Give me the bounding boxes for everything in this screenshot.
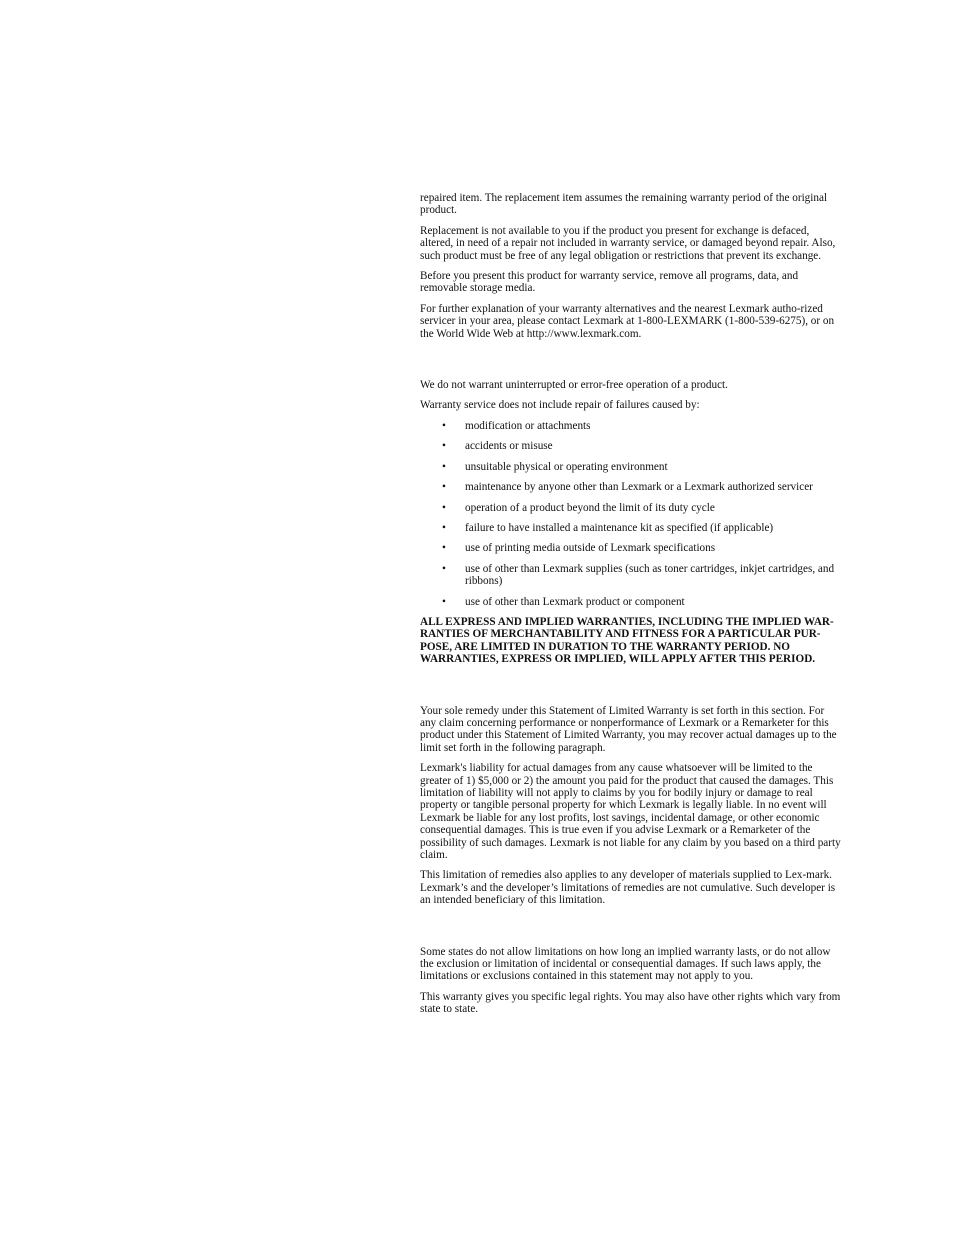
bullet-icon: •	[442, 521, 446, 534]
list-item	[420, 522, 842, 534]
paragraph: Your sole remedy under this Statement of Limited Warranty is set forth in this section. For any claim concerning performance or nonperformance of Lexmark or a Remarketer for this product under this Statement of Limited Warranty, you may recover actual damages up to the limit set forth in the following paragraph.	[420, 704, 837, 754]
bullet-icon: •	[442, 595, 446, 608]
list-item	[420, 420, 842, 432]
coverage-section	[420, 379, 842, 666]
paragraph: This warranty gives you specific legal rights. You may also have other rights which vary from state to state.	[420, 990, 841, 1016]
list-item-text: unsuitable physical or operating environment	[465, 460, 668, 473]
list-item-text: maintenance by anyone other than Lexmark or a Lexmark authorized servicer	[465, 481, 813, 494]
section-spacer	[420, 674, 842, 705]
warranty-disclaimer: ALL EXPRESS AND IMPLIED WARRANTIES, INCLUDING THE IMPLIED WAR-RANTIES OF MERCHANTABILITY AND FITNESS FOR A PARTICULAR PUR-POSE, ARE LIMITED IN DURATION TO THE WARRANTY PERIOD. NO WARRANTIES, EXPRESS OR IMPLIED, WILL APPLY AFTER THIS PERIOD.	[420, 615, 834, 666]
list-item-text: use of printing media outside of Lexmark specifications	[465, 542, 716, 555]
bullet-icon: •	[442, 481, 446, 494]
bullet-icon: •	[442, 562, 446, 575]
list-item-text: modification or attachments	[465, 419, 591, 432]
paragraph: This limitation of remedies also applies to any developer of materials supplied to Lex-mark. Lexmark’s and the developer’s limitations of remedies are not cumulative. Such developer is an intended beneficiary of this limitation.	[420, 869, 836, 907]
legal-rights-section	[420, 946, 842, 1016]
list-item	[420, 596, 842, 608]
list-item-text: accidents or misuse	[465, 440, 553, 453]
list-item	[420, 440, 842, 452]
text-column	[420, 192, 842, 1024]
bullet-icon: •	[442, 419, 446, 432]
replacement-section	[420, 192, 842, 340]
paragraph: Warranty service does not include repair of failures caused by:	[420, 399, 700, 412]
list-item	[420, 502, 842, 514]
list-item-text: use of other than Lexmark supplies (such as toner cartridges, inkjet cartridges, and ribbons)	[465, 562, 835, 588]
list-item-text: operation of a product beyond the limit of its duty cycle	[465, 501, 715, 514]
list-item-text: use of other than Lexmark product or component	[465, 595, 685, 608]
bullet-icon: •	[442, 460, 446, 473]
paragraph: For further explanation of your warranty alternatives and the nearest Lexmark autho-rized servicer in your area, please contact Lexmark at 1-800-LEXMARK (1-800-539-6275), or on the World Wide Web at http://www.lexmark.com.	[420, 302, 835, 340]
bullet-icon: •	[442, 501, 446, 514]
paragraph: repaired item. The replacement item assumes the remaining warranty period of the original product.	[420, 192, 828, 217]
paragraph: Replacement is not available to you if the product you present for exchange is defaced, altered, in need of a repair not included in warranty service, or damaged beyond repair. Also, such product must be free of any legal obligation or restrictions that prevent its exchange.	[420, 224, 836, 262]
bullet-icon: •	[442, 440, 446, 453]
bullet-icon: •	[442, 542, 446, 555]
section-spacer	[420, 915, 842, 946]
list-item	[420, 461, 842, 473]
liability-section	[420, 705, 842, 907]
list-item	[420, 481, 842, 493]
section-spacer	[420, 348, 842, 379]
paragraph: Lexmark's liability for actual damages from any cause whatsoever will be limited to the greater of 1) $5,000 or 2) the amount you paid for the product that caused the damages. This limitation of liability will not apply to claims by you for bodily injury or damage to real property or tangible personal property for which Lexmark is legally liable. In no event will Lexmark be liable for any lost profits, lost savings, incidental damage, or other economic consequential damages. This is true even if you advise Lexmark or a Remarketer of the possibility of such damages. Lexmark is not liable for any claim by you based on a third party claim.	[420, 762, 841, 862]
list-item-text: failure to have installed a maintenance kit as specified (if applicable)	[465, 521, 774, 534]
list-item	[420, 542, 842, 554]
paragraph: Some states do not allow limitations on how long an implied warranty lasts, or do not allow the exclusion or limitation of incidental or consequential damages. If such laws apply, the limitations or exclusions contained in this statement may not apply to you.	[420, 945, 831, 983]
paragraph: We do not warrant uninterrupted or error-free operation of a product.	[420, 379, 728, 392]
list-item	[420, 563, 842, 588]
exclusions-list	[420, 420, 842, 608]
paragraph: Before you present this product for warranty service, remove all programs, data, and removable storage media.	[420, 270, 799, 295]
